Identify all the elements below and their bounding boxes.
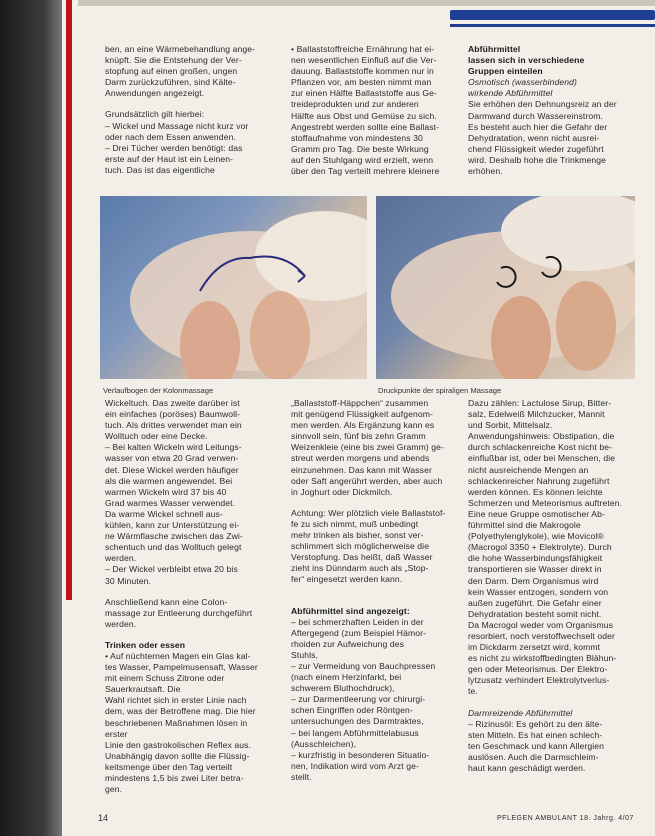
photo-spiral-massage-points — [376, 196, 635, 379]
text-line: keitsmenge über den Tag verteilt — [105, 761, 233, 772]
text-line: zur einen Hälfte Ballaststoffe aus Ge- — [291, 88, 437, 99]
page-number: 14 — [98, 813, 109, 823]
text-line: Dazu zählen: Lactulose Sirup, Bitter- — [468, 398, 612, 408]
text-line: mindestens 1,5 bis zwei Liter betra- — [105, 773, 244, 783]
text-line: lytzusatz verhindert Elektrolytverlus- — [468, 675, 610, 686]
text-line: – kurzfristig in besonderen Situatio- — [291, 749, 430, 760]
text-line: oder nach dem Essen anwenden. — [105, 131, 236, 142]
text-line: fe zu sich nimmt, muß unbedingt — [291, 518, 419, 529]
column-1-top — [105, 44, 272, 176]
text-line: – bei schmerzhaften Leiden in der — [291, 616, 424, 627]
text-line: schentuch und das Wolltuch gelegt — [105, 542, 242, 553]
text-line: Gramm pro Tag. Die beste Wirkung — [291, 143, 429, 154]
blue-header-band — [450, 10, 655, 20]
text-line: mit einem Schuss Zitrone oder Sauerkrautsaft. Die — [105, 673, 225, 695]
text-line: Darm zurückzuführen, sind Kälte- — [105, 77, 236, 88]
text-line: Da Macrogol weder vom Organismus — [468, 619, 614, 630]
text-line: salz, Edelweiß Milchzucker, Mannit — [468, 409, 605, 420]
text-line: Sie erhöhen den Dehnungsreiz an der — [468, 99, 617, 110]
text-line: durch schlackenreiche Kost nicht be- — [468, 442, 613, 453]
top-edge — [78, 0, 655, 6]
text-line: (Ausschleichen), — [291, 738, 357, 749]
text-line: es nicht zu wirkstoffbedingten Blähun- — [468, 653, 617, 664]
text-line: erhöhen. — [468, 166, 503, 177]
text-line: „Ballaststoff-Häppchen“ zusammen — [291, 398, 429, 408]
text-line: Da warme Wickel schnell aus- — [105, 508, 223, 519]
text-line: lassen sich in verschiedene — [468, 55, 585, 66]
text-line: tes Wasser, Pampelmusensaft, Wasser — [105, 662, 258, 673]
text-line: Trinken oder essen — [105, 639, 186, 650]
text-line: auslösen. Auch die Darmschleim- — [468, 751, 599, 762]
text-line: tuch. Als drittes verwendet man ein — [105, 420, 242, 431]
text-line: (nach einem Herzinfarkt, bei — [291, 672, 402, 683]
text-line: – Bei kalten Wickeln wird Leitungs- — [105, 442, 242, 453]
text-line: Es besteht auch hier die Gefahr der — [468, 121, 608, 132]
text-line: – Drei Tücher werden benötigt: das — [105, 142, 243, 153]
text-line: ein einfaches (poröses) Baumwoll- — [105, 409, 241, 420]
text-line: die hohe Wasserbindungsfähigkeit — [468, 553, 603, 564]
text-line: warmen Wickeln wird 37 bis 40 — [105, 486, 227, 497]
text-line: Unabhängig davon sollte die Flüssig- — [105, 750, 250, 761]
text-line: ben, an eine Wärmebehandlung ange- — [105, 44, 256, 54]
text-line: Aftergegend (zum Beispiel Hämor- — [291, 627, 427, 638]
text-line — [105, 630, 272, 640]
text-line: ne Wärmflasche zwischen das Zwi- — [105, 531, 243, 542]
text-line: als die warmen angewendet. Bei — [105, 475, 233, 486]
text-line: Darmreizende Abführmittel — [468, 707, 573, 718]
text-line — [468, 698, 634, 708]
text-line: ten Geschmack und kann Allergien — [468, 740, 605, 751]
text-line: tuch. Das ist das eigentliche — [105, 164, 215, 175]
text-line: mit genügend Flüssigkeit aufgenom- — [291, 409, 433, 420]
text-line: in Joghurt oder Dickmilch. — [291, 486, 393, 497]
text-line — [291, 596, 456, 606]
text-line: sten Mitteln. Es hat einen schlech- — [468, 729, 603, 740]
photo-colon-massage-illustration — [100, 196, 367, 379]
text-line: einzunehmen. Das kann mit Wasser — [291, 464, 432, 475]
text-line — [105, 99, 272, 109]
text-line: den Darm. Dem Organismus wird — [468, 575, 599, 586]
text-line: dem, was der Betroffene mag. Die hier — [105, 706, 256, 717]
text-line: transportieren sie Wasser direkt in — [468, 564, 602, 575]
text-line: – bei langem Abführmittelabusus — [291, 727, 419, 738]
text-line: massage zur Entleerung durchgeführt — [105, 607, 253, 618]
column-3-bottom — [468, 398, 634, 774]
text-line: Anwendungen angezeigt. — [105, 88, 205, 99]
text-line: Osmotisch (wasserbindend) — [468, 77, 578, 88]
text-line: und Sorbit, Mittelsalz. — [468, 420, 553, 431]
text-line: werden. — [105, 553, 137, 564]
text-line: kein Wasser entzogen, sondern von — [468, 586, 609, 597]
text-line: (Polyethylenglykole), wie Movicol® — [468, 531, 604, 542]
text-line: über den Tag verteilt mehrere kleinere — [291, 166, 440, 177]
column-3-top — [468, 44, 634, 177]
text-line: haut kann geschädigt werden. — [468, 763, 586, 773]
text-line: werden können. Es können leichte — [468, 486, 603, 497]
text-line: te. — [468, 686, 478, 697]
text-line: chend Flüssigkeit wieder zugeführt — [468, 143, 604, 154]
text-line: oder Saft angerührt werden, aber auch — [291, 475, 443, 486]
text-line: einflußbar ist, oder bei Menschen, die — [468, 453, 616, 464]
caption-right: Druckpunkte der spiraligen Massage — [378, 386, 502, 395]
text-line: – Rizinusöl: Es gehört zu den älte- — [468, 718, 603, 729]
text-line: schen Eingriffen oder Röntgen- — [291, 705, 413, 716]
text-line: Darmwand durch Wassereinstrom. — [468, 110, 603, 121]
text-line: außen zugeführt. Die Gefahr einer — [468, 597, 602, 608]
text-line: beschriebenen Maßnahmen lösen in erster — [105, 717, 248, 739]
book-spine-shadow — [0, 0, 62, 836]
text-line: stopfung auf einen großen, ungen — [105, 66, 238, 77]
text-line: stoffaufnahme von mindestens 30 — [291, 132, 423, 143]
text-line: resorbiert, noch verstoffwechselt oder — [468, 630, 615, 641]
text-line: Wolltuch oder eine Decke. — [105, 431, 208, 442]
text-line: im Dickdarm zersetzt wird, kommt — [468, 642, 601, 653]
text-line: Grad warmes Wasser verwendet. — [105, 497, 236, 508]
text-line: Pflanzen vor, am besten nimmt man — [291, 77, 432, 88]
text-line: nicht ausreichende Mengen an — [468, 464, 589, 475]
text-line: Gruppen einteilen — [468, 66, 543, 77]
text-line: – Wickel und Massage nicht kurz vor — [105, 120, 249, 131]
text-line: Achtung: Wer plötzlich viele Ballaststof- — [291, 507, 446, 518]
hand-right — [250, 291, 310, 379]
text-line: – Der Wickel verbleibt etwa 20 bis — [105, 564, 238, 575]
photo-spiral-massage-illustration — [376, 196, 635, 379]
text-line: gen oder Meteorismus. Der Elektro- — [468, 664, 608, 675]
text-line: Hälfte aus Obst und Gemüse zu sich. — [291, 110, 437, 121]
text-line: mehr trinken als bisher, sonst ver- — [291, 530, 424, 541]
text-line: führmittel sind die Makrogole — [468, 520, 581, 531]
text-line: Schmerzen und Meteorismus auftreten. — [468, 497, 623, 508]
text-line: rhoiden zur Aufweichung des — [291, 638, 405, 649]
text-line: • Auf nüchternen Magen ein Glas kal- — [105, 650, 251, 661]
text-line: Eine neue Gruppe osmotischer Ab- — [468, 508, 605, 519]
text-line: Angestrebt werden sollte eine Ballast- — [291, 121, 440, 132]
caption-left: Verlaufbogen der Kolonmassage — [103, 386, 214, 395]
text-line: 30 Minuten. — [105, 575, 152, 586]
text-line: – zur Darmentleerung vor chirurgi- — [291, 694, 426, 705]
text-line: nen wesentlichen Einfluß auf die Ver- — [291, 55, 437, 66]
text-line: Dehydratation besteht somit nicht. — [468, 608, 602, 619]
text-line: Anschließend kann eine Colon- — [105, 596, 228, 607]
text-line: kühlen, kann zur Unterstützung ei- — [105, 520, 240, 531]
text-line: Wahl richtet sich in erster Linie nach — [105, 695, 247, 706]
hand-right — [556, 281, 616, 371]
text-line: Abführmittel — [468, 44, 521, 54]
text-line: Weizenkleie (eine bis zwei Gramm) ge- — [291, 442, 445, 453]
text-line: Verstopfung. Das heißt, daß Wasser — [291, 552, 433, 563]
text-line: Grundsätzlich gilt hierbei: — [105, 109, 205, 120]
text-line: det. Diese Wickel werden häufiger — [105, 464, 239, 475]
text-line: wasser von etwa 20 Grad verwen- — [105, 453, 239, 464]
text-line: schlackenreicher Nahrung zugeführt — [468, 475, 610, 486]
text-line: Linie den gastrokolischen Reflex aus. — [105, 739, 252, 750]
text-line: Abführmittel sind angezeigt: — [291, 605, 410, 616]
text-line — [291, 498, 456, 508]
text-line: Anwendungshinweis: Obstipation, die — [468, 431, 615, 442]
text-line: Stuhls, — [291, 649, 318, 660]
text-line: treideprodukten und zur anderen — [291, 99, 419, 110]
text-line — [105, 587, 272, 597]
photo-colon-massage-path — [100, 196, 367, 379]
text-line: Wickeltuch. Das zweite darüber ist — [105, 398, 240, 408]
text-line: knüpft. Sie die Entstehung der Ver- — [105, 55, 242, 66]
text-line: • Ballaststoffreiche Ernährung hat ei- — [291, 44, 435, 54]
text-line: (Macrogol 3350 + Elektrolyte). Durch — [468, 542, 612, 553]
text-line: streut werden morgens und abends — [291, 453, 430, 464]
text-line: wirkende Abführmittel — [468, 88, 553, 99]
text-line: sinnvoll sein, fünf bis zehn Gramm — [291, 431, 426, 442]
magazine-footer: PFLEGEN AMBULANT 18. Jahrg. 4/07 — [497, 815, 634, 822]
text-line: men werden. Als Ergänzung kann es — [291, 420, 435, 431]
text-line: erste auf der Haut ist ein Leinen- — [105, 153, 234, 164]
text-line: gen. — [105, 784, 123, 795]
text-line: dauung. Ballaststoffe kommen nur in — [291, 66, 434, 77]
text-line: Dehydratation, wenn nicht ausrei- — [468, 132, 600, 143]
text-line: schlimmert sich möglicherweise die — [291, 541, 430, 552]
text-line: schwerem Bluthochdruck), — [291, 683, 395, 694]
text-line: wird. Deshalb hohe die Trinkmenge — [468, 154, 607, 165]
text-line — [291, 586, 456, 596]
text-line: werden. — [105, 618, 137, 629]
text-line: – zur Vermeidung von Bauchpressen — [291, 660, 436, 671]
text-line: zieht ins Dünndarm auch als „Stop- — [291, 563, 429, 574]
text-line: nen, Indikation wird vom Arzt ge- — [291, 760, 419, 771]
column-1-bottom — [105, 398, 272, 795]
column-2-bottom — [291, 398, 456, 783]
text-line: fer“ eingesetzt werden kann. — [291, 574, 403, 585]
red-margin-rule — [66, 0, 72, 600]
column-2-top — [291, 44, 456, 177]
text-line: stellt. — [291, 771, 312, 782]
text-line: untersuchungen des Darmtraktes, — [291, 716, 424, 727]
blue-header-rule — [450, 24, 655, 27]
text-line: auf den Stuhlgang wird erzielt, wenn — [291, 154, 434, 165]
